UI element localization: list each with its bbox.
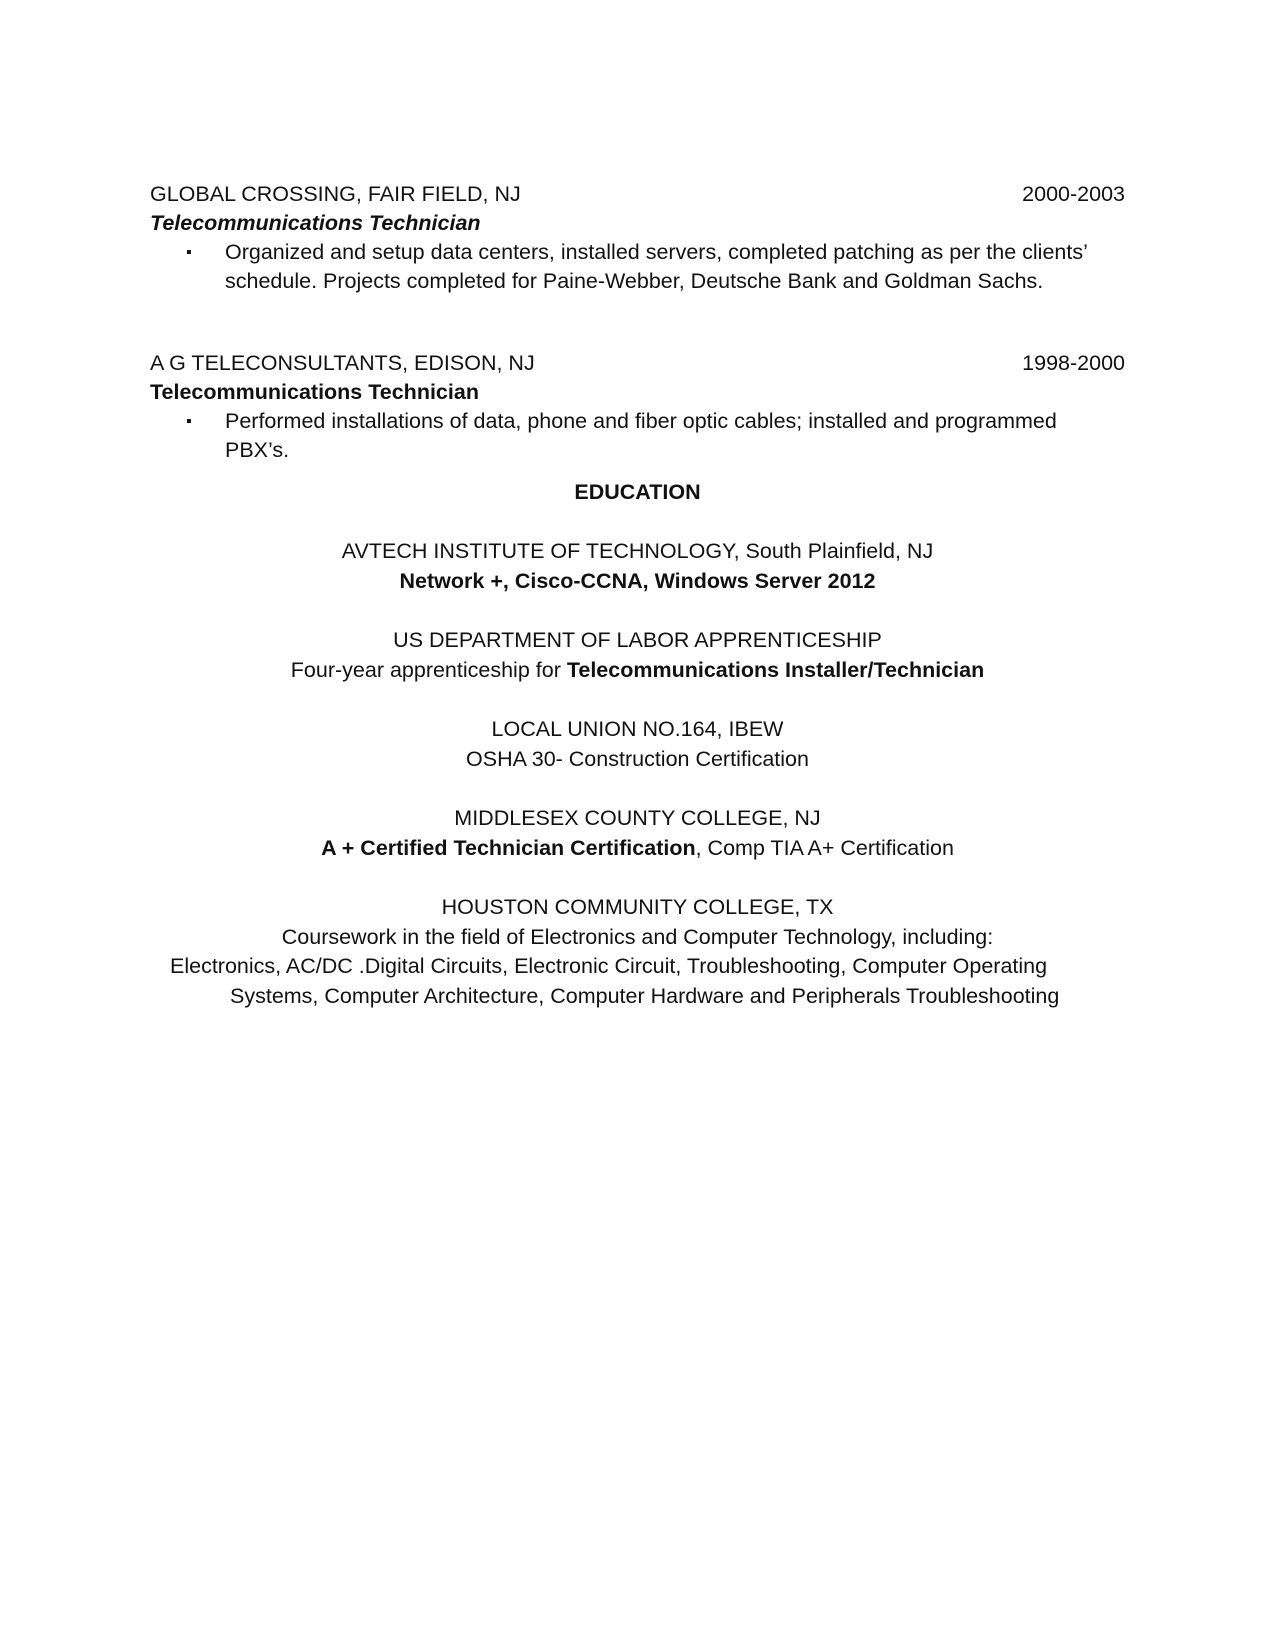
institution-name: HOUSTON COMMUNITY COLLEGE, TX [441,895,834,919]
job-bullets [150,238,1125,296]
credential: OSHA 30- Construction Certification [466,746,809,771]
experience-entry-global-crossing [150,180,1125,296]
bullet-text: Organized and setup data centers, installed servers, completed patching as per the clients’ schedule. Projects completed for Paine-Webber, Deutsche Bank and Goldman Sachs. [225,240,1088,293]
job-bullet [150,407,1125,465]
course-list-line: Electronics, AC/DC .Digital Circuits, Electronic Circuit, Troubleshooting, Computer Operating [170,954,1048,978]
education-entry-houston [0,893,1275,952]
education-entry-middlesex [0,804,1275,863]
job-header [150,180,1125,209]
experience-entry-ag-teleconsultants [150,349,1125,465]
education-entry-union [0,715,1275,774]
job-bullets [150,407,1125,465]
job-title: Telecommunications Technician [150,211,481,235]
employer-name: A G TELECONSULTANTS, EDISON, NJ [150,351,535,375]
institution-name: MIDDLESEX COUNTY COLLEGE, NJ [454,806,821,830]
credential: Network +, Cisco-CCNA, Windows Server 2012 [399,568,876,593]
bullet-icon: ▪ [186,413,192,430]
employment-dates: 1998-2000 [1022,351,1125,375]
credential-bold: A + Certified Technician Certification [321,835,696,860]
credential-bold: Telecommunications Installer/Technician [566,657,985,682]
employer-name: GLOBAL CROSSING, FAIR FIELD, NJ [150,182,521,206]
education-entry-dol [0,626,1275,685]
education-entry-avtech [0,537,1275,596]
employment-dates: 2000-2003 [1022,182,1125,206]
education-heading: EDUCATION [574,480,701,504]
job-title: Telecommunications Technician [150,380,479,404]
credential [0,834,1275,864]
credential-suffix: , Comp TIA A+ Certification [695,835,954,860]
institution-name: LOCAL UNION NO.164, IBEW [491,717,784,741]
institution-name: US DEPARTMENT OF LABOR APPRENTICESHIP [393,628,882,652]
credential [0,656,1275,686]
houston-course-list [170,952,1110,1011]
job-bullet [150,238,1125,296]
coursework-intro: Coursework in the field of Electronics and Computer Technology, including: [281,924,994,949]
credential-prefix: Four-year apprenticeship for [290,657,567,682]
institution-name: AVTECH INSTITUTE OF TECHNOLOGY, South Plainfield, NJ [341,539,934,563]
job-header [150,349,1125,378]
bullet-icon: ▪ [186,244,192,261]
course-list-line: Systems, Computer Architecture, Computer Hardware and Peripherals Troubleshooting [230,983,1060,1008]
bullet-text: Performed installations of data, phone and fiber optic cables; installed and programmed PBX’s. [225,409,1057,462]
